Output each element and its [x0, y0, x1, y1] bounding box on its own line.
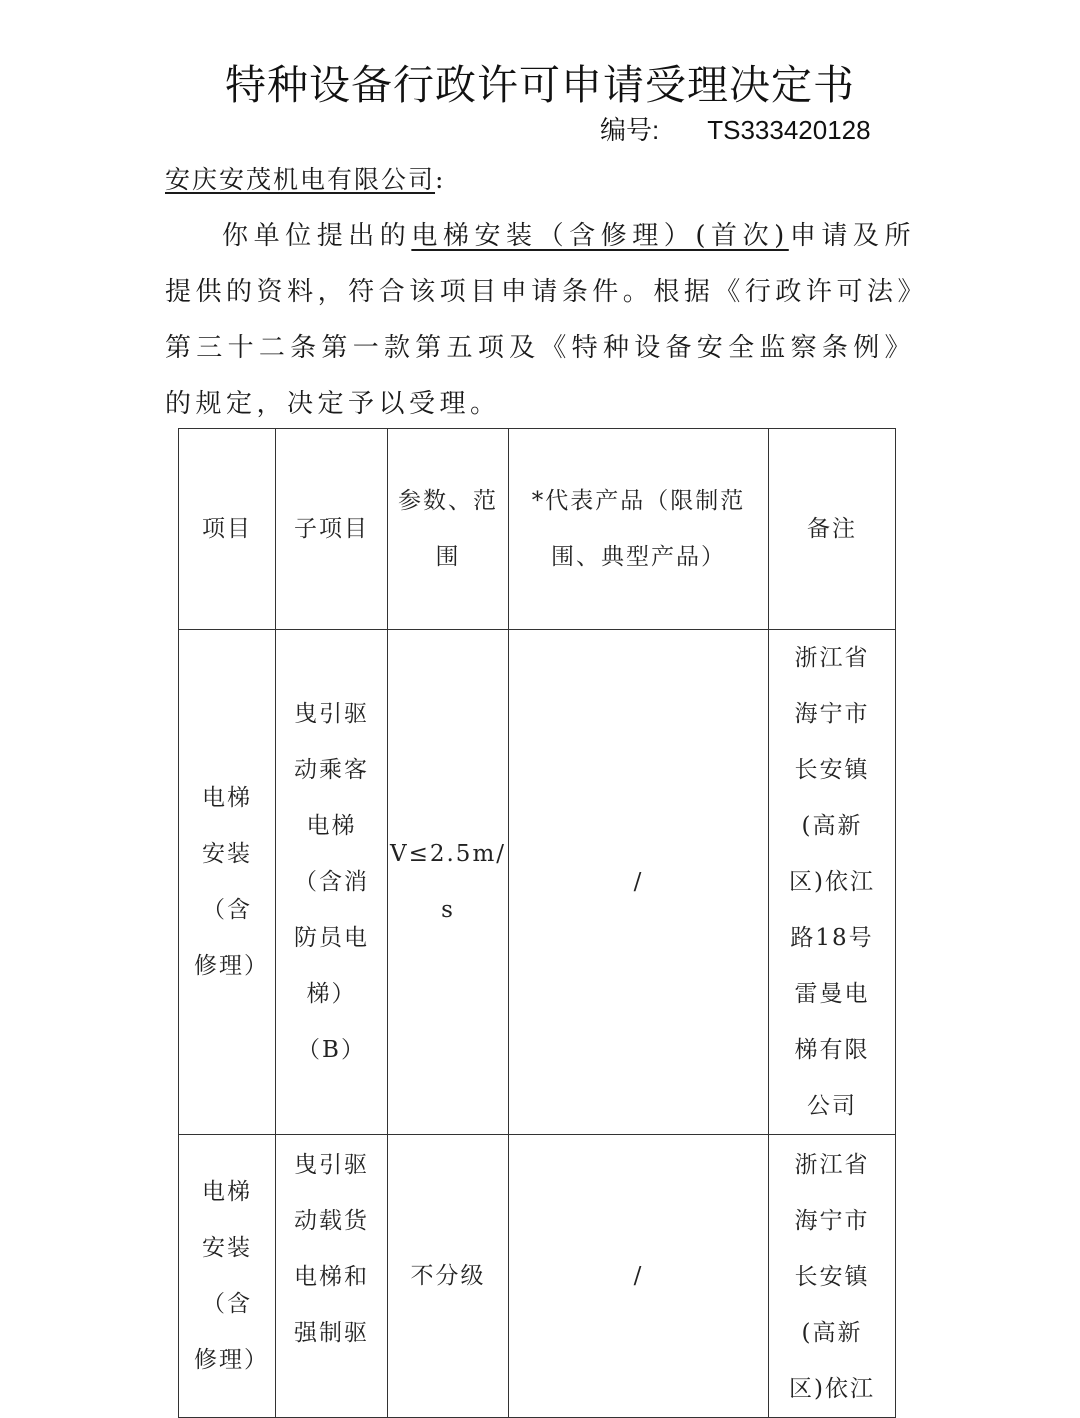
addressee-name: 安庆安茂机电有限公司: [165, 165, 436, 194]
cell-parameter: V≤2.5m/s: [388, 630, 509, 1135]
table-row: [179, 1135, 896, 1418]
header-sub-project: 子项目: [276, 429, 388, 630]
decision-paragraph: [165, 208, 915, 432]
license-table: [178, 428, 896, 1418]
cell-project: 电梯安装（含修理）: [179, 1135, 276, 1418]
cell-remark: 浙江省海宁市长安镇(高新区)依江: [769, 1135, 896, 1418]
addressee-line: [165, 160, 445, 196]
table-header-row: [179, 429, 896, 630]
header-product: *代表产品（限制范围、典型产品）: [509, 429, 769, 630]
document-number-label: 编号:: [600, 115, 660, 145]
cell-project: 电梯安装（含修理）: [179, 630, 276, 1135]
cell-sub-project: 曳引驱动乘客电梯（含消防员电梯）（B）: [276, 630, 388, 1135]
cell-product: /: [509, 630, 769, 1135]
header-parameter: 参数、范围: [388, 429, 509, 630]
body-rest: 申请及所提供的资料，符合该项目申请条件。根据《行政许可法》第三十二条第一款第五项及《特种设备安全监察条例》的规定，决定予以受理。: [165, 221, 915, 419]
cell-remark: 浙江省海宁市长安镇(高新区)依江路18号雷曼电梯有限公司: [769, 630, 896, 1135]
document-number-value: TS333420128: [707, 115, 871, 145]
header-project: 项目: [179, 429, 276, 630]
document-title: 特种设备行政许可申请受理决定书: [225, 61, 855, 109]
header-remark: 备注: [769, 429, 896, 630]
addressee-suffix: :: [435, 165, 446, 194]
cell-product: /: [509, 1135, 769, 1418]
document-number: [600, 110, 871, 147]
applied-item: 电梯安装（含修理）(首次): [411, 221, 789, 251]
cell-parameter: 不分级: [388, 1135, 509, 1418]
table-row: [179, 630, 896, 1135]
cell-sub-project: 曳引驱动载货电梯和强制驱: [276, 1135, 388, 1418]
body-prefix: 你单位提出的: [221, 221, 412, 251]
